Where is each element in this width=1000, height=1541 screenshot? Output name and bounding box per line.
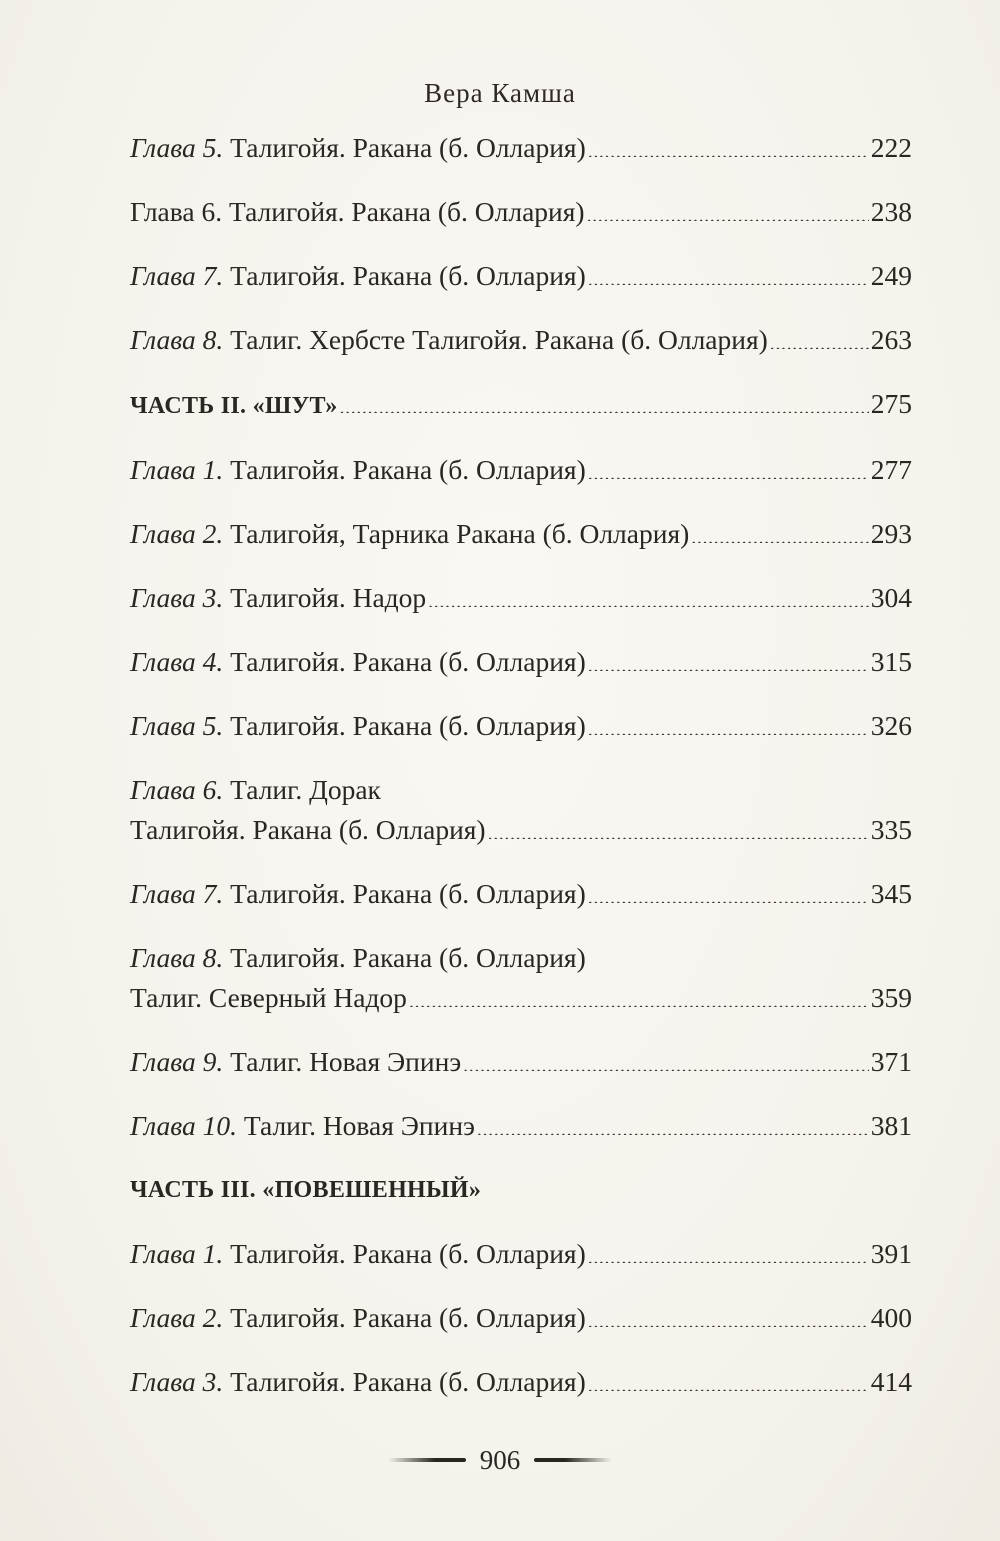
toc-entry bbox=[130, 578, 912, 618]
toc-entry bbox=[130, 256, 912, 296]
chapter-location: Талигойя. Ракана (б. Оллария) bbox=[230, 132, 586, 163]
toc-row bbox=[130, 706, 912, 746]
chapter-label: Глава 10. bbox=[130, 1110, 238, 1141]
toc-row bbox=[130, 450, 912, 490]
toc-row-text bbox=[130, 874, 586, 914]
page-number-ref: 345 bbox=[870, 878, 912, 909]
page-number-ref: 304 bbox=[870, 582, 912, 613]
toc-row bbox=[130, 978, 912, 1018]
toc-entry bbox=[130, 1234, 912, 1274]
toc-row-text bbox=[130, 128, 586, 168]
table-of-contents bbox=[130, 128, 912, 1426]
part-title: ЧАСТЬ II. «ШУТ» bbox=[130, 393, 338, 419]
toc-row bbox=[130, 320, 912, 360]
toc-row-text bbox=[130, 706, 586, 746]
toc-row-text bbox=[130, 450, 586, 490]
chapter-label: Глава 6. bbox=[130, 774, 224, 805]
page-number-ref: 249 bbox=[870, 260, 912, 291]
toc-row bbox=[130, 810, 912, 850]
page-number-ref: 381 bbox=[870, 1110, 912, 1141]
chapter-location: Талиг. Новая Эпинэ bbox=[230, 1046, 462, 1077]
toc-entry bbox=[130, 938, 912, 1018]
toc-entry bbox=[130, 320, 912, 360]
toc-row bbox=[130, 256, 912, 296]
page-number-ref: 263 bbox=[870, 324, 912, 355]
chapter-label: Глава 7. bbox=[130, 260, 224, 291]
chapter-location: Талигойя. Ракана (б. Оллария) bbox=[230, 878, 586, 909]
dot-leader bbox=[587, 211, 869, 221]
chapter-label: Глава 1. bbox=[130, 1238, 224, 1269]
chapter-location: Талигойя. Ракана (б. Оллария) bbox=[230, 1238, 586, 1269]
chapter-location: Талигойя. Надор bbox=[230, 582, 427, 613]
dot-leader bbox=[488, 829, 869, 839]
toc-row bbox=[130, 1298, 912, 1338]
chapter-location: Талигойя, Тарника Ракана (б. Оллария) bbox=[230, 518, 690, 549]
toc-part bbox=[130, 1170, 912, 1210]
dot-leader bbox=[588, 147, 869, 157]
dot-leader bbox=[770, 339, 869, 349]
chapter-location: Талигойя. Ракана (б. Оллария) bbox=[230, 260, 586, 291]
chapter-location: Талиг. Дорак bbox=[230, 774, 381, 805]
toc-row-text bbox=[130, 256, 586, 296]
chapter-location: Талигойя. Ракана (б. Оллария) bbox=[230, 454, 586, 485]
chapter-location: Талиг. Северный Надор bbox=[130, 982, 407, 1013]
dot-leader bbox=[588, 661, 869, 671]
toc-row-text bbox=[130, 578, 426, 618]
toc-row bbox=[130, 514, 912, 554]
toc-row-text bbox=[130, 1298, 586, 1338]
toc-entry bbox=[130, 642, 912, 682]
chapter-label: Глава 8. bbox=[130, 324, 224, 355]
dot-leader bbox=[463, 1061, 869, 1071]
toc-row-text bbox=[130, 320, 768, 360]
toc-entry bbox=[130, 770, 912, 850]
page-number-ref: 222 bbox=[870, 132, 912, 163]
page-number-ref: 315 bbox=[870, 646, 912, 677]
toc-row-text bbox=[130, 1362, 586, 1402]
chapter-location: Талигойя. Ракана (б. Оллария) bbox=[230, 1366, 586, 1397]
toc-row bbox=[130, 1362, 912, 1402]
page-number-ref: 238 bbox=[870, 196, 912, 227]
toc-part bbox=[130, 384, 912, 426]
page-number-ref: 371 bbox=[870, 1046, 912, 1077]
chapter-location: Талиг. Новая Эпинэ bbox=[243, 1110, 475, 1141]
page-number-ref: 400 bbox=[870, 1302, 912, 1333]
chapter-label: Глава 8. bbox=[130, 942, 224, 973]
toc-row-text bbox=[130, 1106, 475, 1146]
chapter-label: Глава 6. bbox=[130, 196, 223, 227]
chapter-location: Талигойя. Ракана (б. Оллария) bbox=[230, 646, 586, 677]
chapter-label: Глава 5. bbox=[130, 132, 224, 163]
chapter-location: Талигойя. Ракана (б. Оллария) bbox=[230, 942, 586, 973]
chapter-label: Глава 5. bbox=[130, 710, 224, 741]
chapter-label: Глава 9. bbox=[130, 1046, 224, 1077]
toc-row bbox=[130, 192, 912, 232]
toc-row bbox=[130, 1234, 912, 1274]
toc-row bbox=[130, 1042, 912, 1082]
chapter-label: Глава 7. bbox=[130, 878, 224, 909]
chapter-location: Талигойя. Ракана (б. Оллария) bbox=[228, 196, 585, 227]
dot-leader bbox=[588, 893, 869, 903]
folio-ornament-left bbox=[388, 1458, 466, 1462]
folio-ornament-right bbox=[534, 1458, 612, 1462]
toc-entry bbox=[130, 192, 912, 232]
toc-entry bbox=[130, 1362, 912, 1402]
toc-entry bbox=[130, 450, 912, 490]
dot-leader bbox=[409, 997, 869, 1007]
page-number: 906 bbox=[479, 1444, 521, 1475]
chapter-location: Талигойя. Ракана (б. Оллария) bbox=[230, 710, 586, 741]
page-number-ref: 391 bbox=[870, 1238, 912, 1269]
page-number-ref: 277 bbox=[870, 454, 912, 485]
toc-row-text bbox=[130, 978, 407, 1018]
toc-row-text bbox=[130, 642, 586, 682]
toc-row bbox=[130, 384, 912, 426]
toc-row bbox=[130, 874, 912, 914]
toc-entry bbox=[130, 874, 912, 914]
chapter-label: Глава 4. bbox=[130, 646, 224, 677]
chapter-label: Глава 1. bbox=[130, 454, 224, 485]
chapter-label: Глава 3. bbox=[130, 1366, 224, 1397]
toc-line bbox=[130, 938, 912, 978]
page-footer bbox=[0, 1440, 1000, 1480]
page-number-ref: 414 bbox=[870, 1366, 912, 1397]
toc-row bbox=[130, 1106, 912, 1146]
dot-leader bbox=[340, 403, 869, 413]
dot-leader bbox=[588, 275, 869, 285]
page-number-ref: 335 bbox=[870, 814, 912, 845]
chapter-location: Талиг. Хербсте Талигойя. Ракана (б. Оллария) bbox=[230, 324, 768, 355]
toc-entry bbox=[130, 128, 912, 168]
toc-line bbox=[130, 770, 912, 810]
toc-row-text bbox=[130, 1234, 586, 1274]
toc-row bbox=[130, 642, 912, 682]
chapter-location: Талигойя. Ракана (б. Оллария) bbox=[230, 1302, 586, 1333]
toc-entry bbox=[130, 514, 912, 554]
dot-leader bbox=[477, 1125, 869, 1135]
toc-entry bbox=[130, 1298, 912, 1338]
toc-row-text bbox=[130, 514, 689, 554]
page-number-ref: 326 bbox=[870, 710, 912, 741]
dot-leader bbox=[588, 1253, 869, 1263]
dot-leader bbox=[588, 725, 869, 735]
toc-row-text bbox=[130, 810, 486, 850]
page-number-ref: 359 bbox=[870, 982, 912, 1013]
page-number-ref: 293 bbox=[870, 518, 912, 549]
chapter-label: Глава 3. bbox=[130, 582, 224, 613]
toc-row-text bbox=[130, 1042, 461, 1082]
dot-leader bbox=[691, 533, 868, 543]
dot-leader bbox=[588, 1381, 869, 1391]
toc-row bbox=[130, 128, 912, 168]
chapter-location: Талигойя. Ракана (б. Оллария) bbox=[130, 814, 486, 845]
part-heading: ЧАСТЬ III. «ПОВЕШЕННЫЙ» bbox=[130, 1177, 482, 1203]
dot-leader bbox=[588, 469, 869, 479]
chapter-label: Глава 2. bbox=[130, 518, 224, 549]
toc-entry bbox=[130, 1106, 912, 1146]
dot-leader bbox=[588, 1317, 869, 1327]
toc-row-text bbox=[130, 192, 585, 232]
running-head: Вера Камша bbox=[424, 78, 576, 108]
toc-row bbox=[130, 578, 912, 618]
dot-leader bbox=[428, 597, 869, 607]
page-number-ref: 275 bbox=[870, 388, 912, 419]
toc-entry bbox=[130, 1042, 912, 1082]
chapter-label: Глава 2. bbox=[130, 1302, 224, 1333]
toc-entry bbox=[130, 706, 912, 746]
